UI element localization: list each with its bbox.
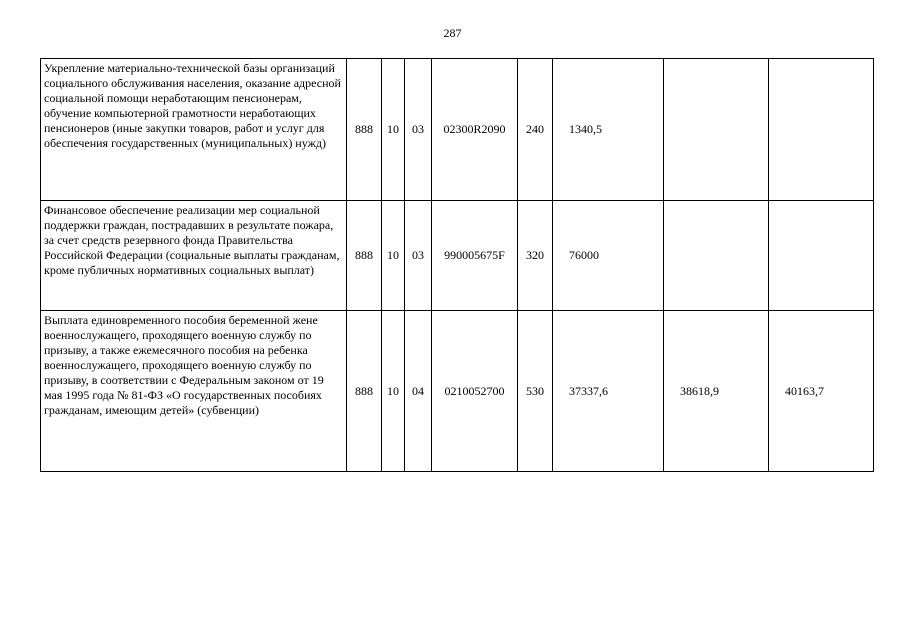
table-row: [41, 201, 874, 311]
amount-year-3: [769, 59, 874, 201]
section-code: 10: [382, 311, 405, 472]
amount-year-2: 38618,9: [664, 311, 769, 472]
subsection-code: 03: [405, 201, 432, 311]
section-code: 10: [382, 59, 405, 201]
table-row: [41, 311, 874, 472]
target-article-code: 02300R2090: [432, 59, 518, 201]
row-description: Финансовое обеспечение реализации мер социальной поддержки граждан, пострадавших в результате пожара, за счет средств резервного фонда Правительства Российской Федерации (социальные выплаты гражданам, кроме публичных нормативных социальных выплат): [41, 201, 347, 311]
subsection-code: 03: [405, 59, 432, 201]
ministry-code: 888: [347, 311, 382, 472]
amount-year-1: 37337,6: [553, 311, 664, 472]
amount-year-2: [664, 59, 769, 201]
row-description: Выплата единовременного пособия беременной жене военнослужащего, проходящего военную службу по призыву, а также ежемесячного пособия на ребенка военнослужащего, проходящего военную службу по призыву, в соответствии с Федеральным законом от 19 мая 1995 года № 81-ФЗ «О государственных пособиях гражданам, имеющим детей» (субвенции): [41, 311, 347, 472]
amount-year-3: 40163,7: [769, 311, 874, 472]
expense-type-code: 320: [518, 201, 553, 311]
target-article-code: 990005675F: [432, 201, 518, 311]
subsection-code: 04: [405, 311, 432, 472]
target-article-code: 0210052700: [432, 311, 518, 472]
table-row: [41, 59, 874, 201]
amount-year-2: [664, 201, 769, 311]
ministry-code: 888: [347, 59, 382, 201]
expense-type-code: 530: [518, 311, 553, 472]
amount-year-3: [769, 201, 874, 311]
amount-year-1: 76000: [553, 201, 664, 311]
section-code: 10: [382, 201, 405, 311]
expense-type-code: 240: [518, 59, 553, 201]
ministry-code: 888: [347, 201, 382, 311]
budget-table: [40, 58, 874, 472]
amount-year-1: 1340,5: [553, 59, 664, 201]
row-description: Укрепление материально-технической базы организаций социального обслуживания населения, оказание адресной социальной помощи неработающим пенсионерам, обучение компьютерной грамотности неработающих пенсионеров (иные закупки товаров, работ и услуг для обеспечения государственных (муниципальных) нужд): [41, 59, 347, 201]
page-number: 287: [443, 26, 462, 40]
